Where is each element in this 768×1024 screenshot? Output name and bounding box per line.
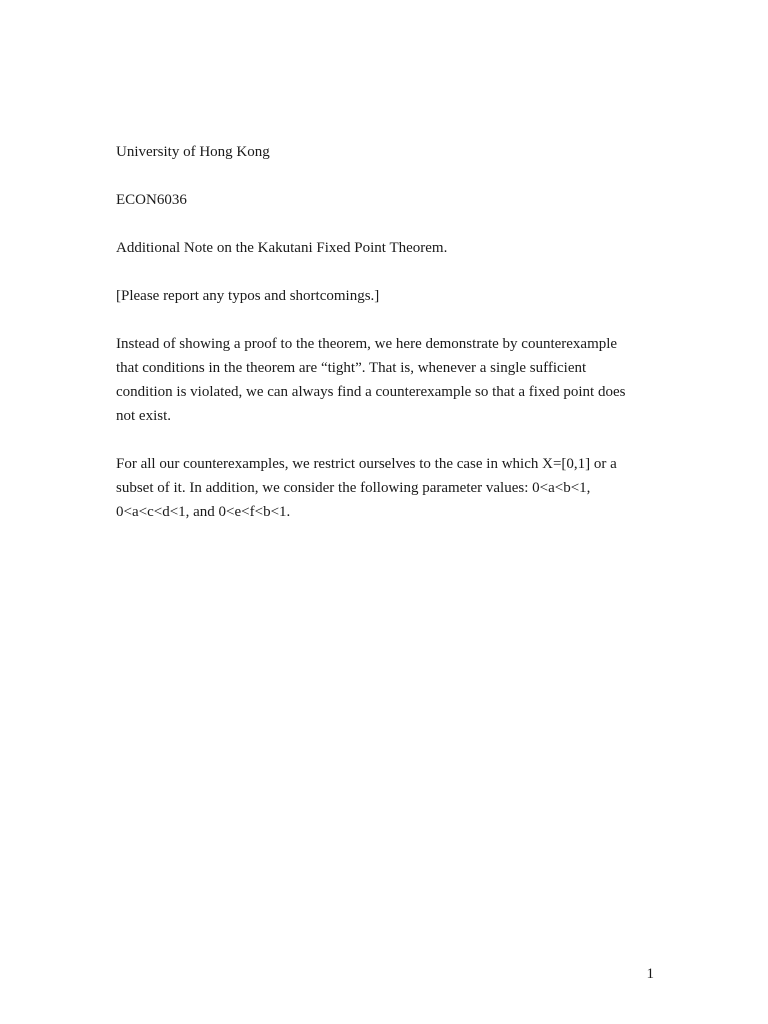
document-body bbox=[116, 140, 656, 548]
paragraph-line: For all our counterexamples, we restrict ourselves to the case in which X=[0,1] or a bbox=[116, 456, 617, 472]
paragraph-line: not exist. bbox=[116, 408, 171, 424]
paragraph-parameter-values bbox=[116, 452, 656, 524]
paragraph-line: condition is violated, we can always find a counterexample so that a fixed point does bbox=[116, 384, 626, 400]
note-title: Additional Note on the Kakutani Fixed Point Theorem. bbox=[116, 240, 448, 256]
paragraph-counterexample-intro bbox=[116, 332, 656, 428]
page-number: 1 bbox=[646, 966, 654, 982]
course-code: ECON6036 bbox=[116, 192, 187, 208]
paragraph-line: 0<a<c<d<1, and 0<e<f<b<1. bbox=[116, 504, 291, 520]
paragraph-line: subset of it. In addition, we consider the following parameter values: 0<a<b<1, bbox=[116, 480, 591, 496]
paragraph-line: that conditions in the theorem are “tight”. That is, whenever a single sufficient bbox=[116, 360, 587, 376]
typo-request: [Please report any typos and shortcomings.] bbox=[116, 288, 380, 304]
institution-name: University of Hong Kong bbox=[116, 144, 270, 160]
paragraph-line: Instead of showing a proof to the theorem, we here demonstrate by counterexample bbox=[116, 336, 618, 352]
